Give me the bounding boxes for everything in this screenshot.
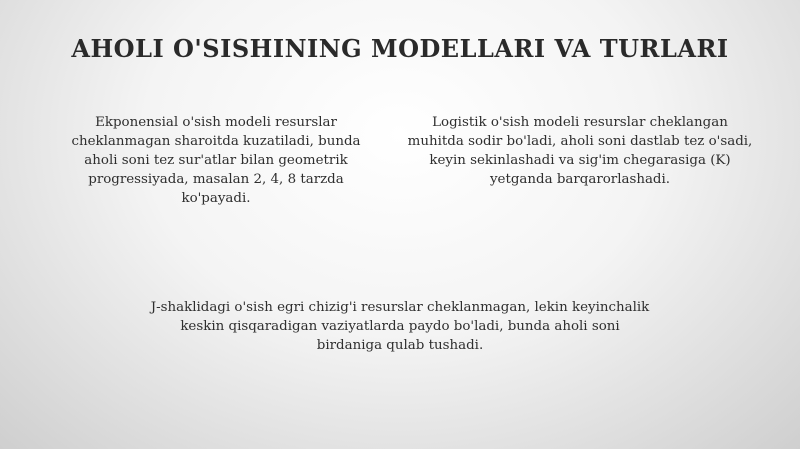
exponential-growth-text: Ekponensial o'sish modeli resurslar cheklanmagan sharoitda kuzatiladi, bunda aholi soni tez sur'atlar bilan geometrik progressiyada, masalan 2, 4, 8 tarzda ko'payadi. <box>71 115 361 206</box>
logistic-growth-text: Logistik o'sish modeli resurslar cheklangan muhitda sodir bo'ladi, aholi soni dastlab tez o'sadi, keyin sekinlashadi va sig'im chegarasiga (K) yetganda barqarorlashadi. <box>407 115 753 187</box>
slide-title: AHOLI O'SISHINING MODELLARI VA TURLARI <box>71 34 729 63</box>
j-shaped-growth-text: J-shaklidagi o'sish egri chizig'i resurslar cheklanmagan, lekin keyinchalik keskin qisqaradigan vaziyatlarda paydo bo'ladi, bunda aholi soni birdaniga qulab tushadi. <box>150 300 650 353</box>
